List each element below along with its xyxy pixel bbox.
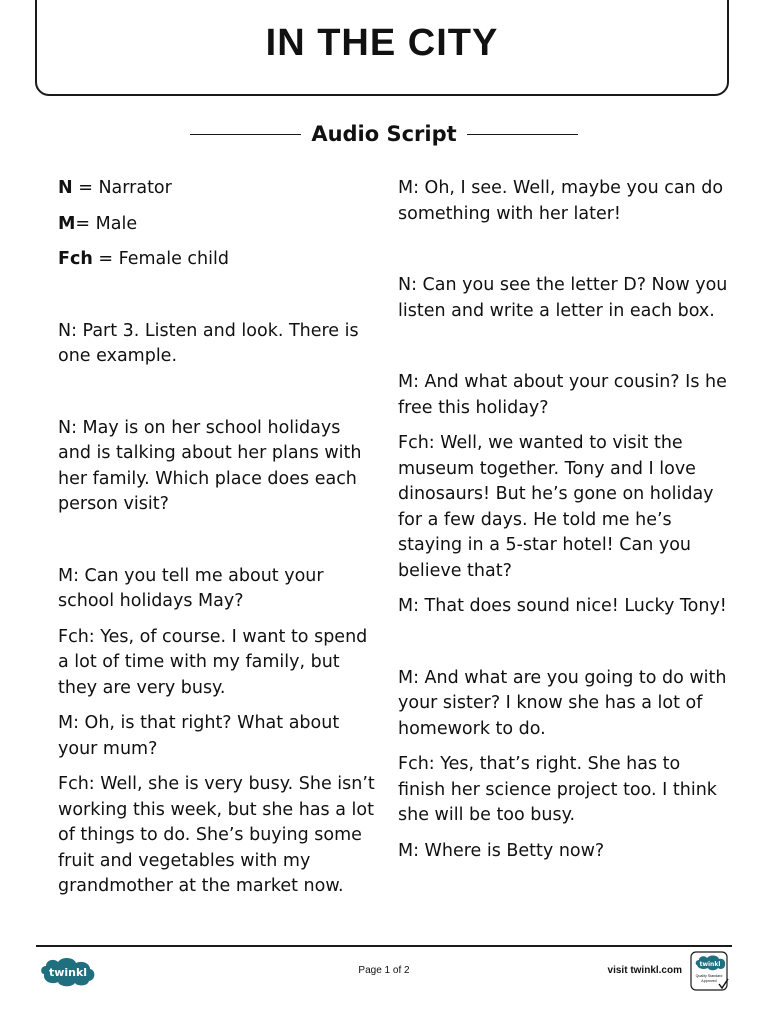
- page-subtitle: Audio Script: [311, 122, 457, 146]
- script-line: Fch: Well, she is very busy. She isn’t working this week, but she has a lot of things to do. She’s buying some fruit and vegetables with my grandmother at the market now.: [58, 774, 375, 896]
- visit-link[interactable]: visit twinkl.com: [607, 965, 682, 976]
- key-male: [58, 212, 376, 238]
- script-line: M: And what are you going to do with your sister? I know she has a lot of homework to do.: [398, 667, 727, 739]
- script-column-left: [58, 176, 376, 900]
- script-line: Fch: Yes, of course. I want to spend a lot of time with my family, but they are very busy.: [58, 626, 368, 698]
- script-column-right: [398, 176, 728, 864]
- key-separator: =: [72, 178, 99, 198]
- script-line: M: Can you tell me about your school holidays May?: [58, 565, 324, 611]
- key-code: M: [58, 213, 76, 234]
- script-line: M: Oh, is that right? What about your mum?: [58, 713, 340, 759]
- title-box: [35, 0, 729, 96]
- subtitle-row: [190, 118, 578, 150]
- script-line: N: May is on her school holidays and is talking about her plans with her family. Which place does each person visit?: [58, 417, 362, 514]
- key-female-child: [58, 247, 376, 273]
- key-meaning: Male: [95, 213, 138, 234]
- badge-text: Quality Standard: [695, 974, 723, 978]
- script-line: M: Oh, I see. Well, maybe you can do something with her later!: [398, 178, 724, 224]
- subtitle-rule-right: [467, 134, 578, 135]
- page-title: IN THE CITY: [265, 22, 499, 64]
- key-meaning: Narrator: [98, 178, 172, 198]
- key-code: N: [58, 178, 73, 198]
- quality-standard-badge-icon: [690, 951, 730, 993]
- key-narrator: [58, 176, 376, 202]
- key-separator: =: [75, 213, 96, 234]
- script-line: Fch: Well, we wanted to visit the museum together. Tony and I love dinosaurs! But he’s gone on holiday for a few days. He told me he’s staying in a 5-star hotel! Can you believe that?: [398, 433, 714, 581]
- script-line: N: Part 3. Listen and look. There is one example.: [58, 320, 359, 366]
- script-line: N: Can you see the letter D? Now you listen and write a letter in each box.: [398, 275, 728, 321]
- footer-rule: [36, 945, 732, 947]
- page-number: Page 1 of 2: [358, 965, 410, 976]
- script-line: Fch: Yes, that’s right. She has to finish her science project too. I think she will be too busy.: [398, 754, 717, 825]
- badge-brand: twinkl: [699, 961, 721, 968]
- key-meaning: Female child: [118, 249, 229, 269]
- script-line: M: And what about your cousin? Is he free this holiday?: [398, 372, 727, 418]
- logo-text: twinkl: [48, 966, 88, 979]
- key-separator: =: [92, 249, 119, 269]
- subtitle-rule-left: [190, 134, 301, 135]
- key-code: Fch: [58, 249, 93, 269]
- script-line: M: That does sound nice! Lucky Tony!: [398, 596, 727, 616]
- script-line: M: Where is Betty now?: [398, 840, 605, 861]
- badge-text: Approved: [701, 979, 717, 983]
